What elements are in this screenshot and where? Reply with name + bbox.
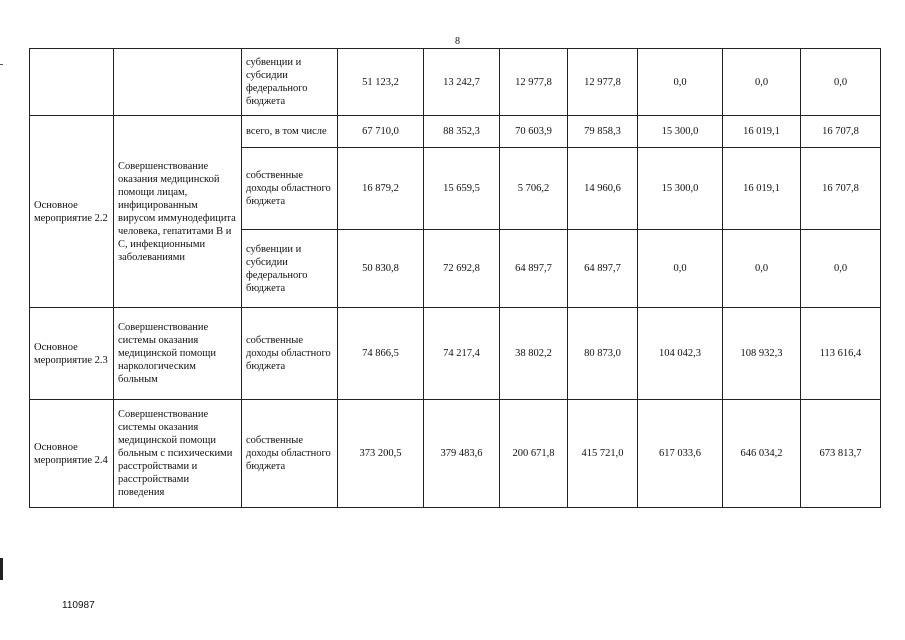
value-cell: 74 866,5	[338, 308, 424, 400]
value-cell: 0,0	[801, 230, 881, 308]
value-cell: 14 960,6	[568, 148, 638, 230]
table-row	[30, 400, 881, 508]
value-cell: 64 897,7	[500, 230, 568, 308]
source-cell: субвенции и субсидии федерального бюджета	[242, 230, 338, 308]
description-cell: Совершенствование оказания медицинской помощи лицам, инфицированным вирусом иммунодефицита человека, гепатитами В и С, инфекционными заболеваниями	[114, 116, 242, 308]
value-cell: 15 300,0	[638, 148, 723, 230]
source-cell: всего, в том числе	[242, 116, 338, 148]
value-cell: 0,0	[723, 230, 801, 308]
description-cell	[114, 49, 242, 116]
value-cell: 200 671,8	[500, 400, 568, 508]
value-cell: 80 873,0	[568, 308, 638, 400]
value-cell: 74 217,4	[424, 308, 500, 400]
value-cell: 50 830,8	[338, 230, 424, 308]
value-cell: 415 721,0	[568, 400, 638, 508]
description-cell: Совершенствование системы оказания медицинской помощи больным с психическими расстройствами и расстройствами поведения	[114, 400, 242, 508]
value-cell: 70 603,9	[500, 116, 568, 148]
value-cell: 646 034,2	[723, 400, 801, 508]
value-cell: 373 200,5	[338, 400, 424, 508]
value-cell: 12 977,8	[500, 49, 568, 116]
source-cell: субвенции и субсидии федерального бюджета	[242, 49, 338, 116]
table-row	[30, 308, 881, 400]
value-cell: 0,0	[723, 49, 801, 116]
value-cell: 16 019,1	[723, 148, 801, 230]
margin-tick	[0, 64, 3, 65]
source-cell: собственные доходы областного бюджета	[242, 308, 338, 400]
event-cell	[30, 49, 114, 116]
page-number: 8	[455, 36, 460, 47]
margin-mark	[0, 558, 3, 580]
event-cell: Основное мероприятие 2.2	[30, 116, 114, 308]
value-cell: 38 802,2	[500, 308, 568, 400]
table-row	[30, 116, 881, 148]
value-cell: 0,0	[801, 49, 881, 116]
value-cell: 379 483,6	[424, 400, 500, 508]
value-cell: 64 897,7	[568, 230, 638, 308]
value-cell: 16 879,2	[338, 148, 424, 230]
value-cell: 113 616,4	[801, 308, 881, 400]
value-cell: 16 707,8	[801, 148, 881, 230]
description-cell: Совершенствование системы оказания медицинской помощи наркологическим больным	[114, 308, 242, 400]
event-cell: Основное мероприятие 2.4	[30, 400, 114, 508]
value-cell: 16 019,1	[723, 116, 801, 148]
source-cell: собственные доходы областного бюджета	[242, 400, 338, 508]
value-cell: 673 813,7	[801, 400, 881, 508]
source-cell: собственные доходы областного бюджета	[242, 148, 338, 230]
value-cell: 104 042,3	[638, 308, 723, 400]
value-cell: 15 659,5	[424, 148, 500, 230]
value-cell: 72 692,8	[424, 230, 500, 308]
budget-table	[29, 48, 881, 508]
value-cell: 5 706,2	[500, 148, 568, 230]
value-cell: 617 033,6	[638, 400, 723, 508]
value-cell: 88 352,3	[424, 116, 500, 148]
value-cell: 13 242,7	[424, 49, 500, 116]
value-cell: 15 300,0	[638, 116, 723, 148]
footer-code: 110987	[62, 600, 95, 611]
value-cell: 51 123,2	[338, 49, 424, 116]
event-cell: Основное мероприятие 2.3	[30, 308, 114, 400]
value-cell: 108 932,3	[723, 308, 801, 400]
value-cell: 67 710,0	[338, 116, 424, 148]
value-cell: 16 707,8	[801, 116, 881, 148]
table-row	[30, 49, 881, 116]
value-cell: 0,0	[638, 230, 723, 308]
value-cell: 79 858,3	[568, 116, 638, 148]
value-cell: 0,0	[638, 49, 723, 116]
value-cell: 12 977,8	[568, 49, 638, 116]
